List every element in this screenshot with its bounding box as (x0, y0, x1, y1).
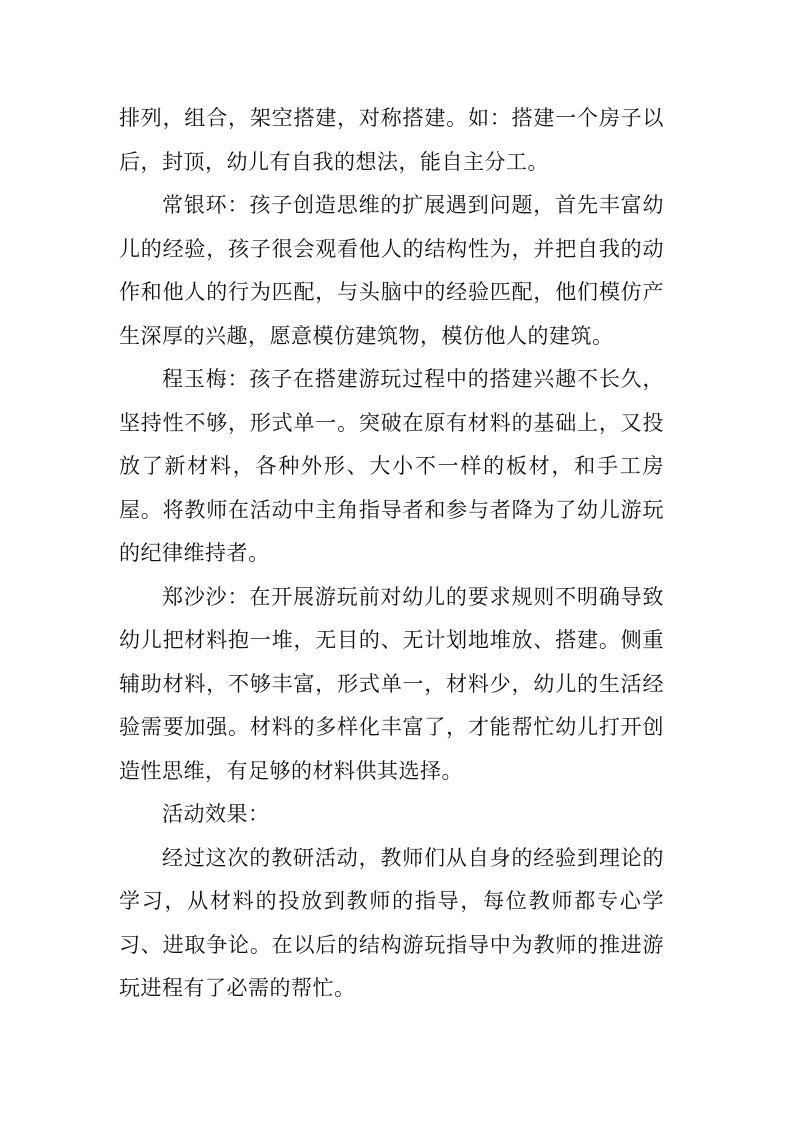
paragraph-activity-effect: 经过这次的教研活动，教师们从自身的经验到理论的学习，从材料的投放到教师的指导，每位教师都专心学习、进取争论。在以后的结构游玩指导中为教师的推进游玩进程有了必需的帮忙。 (119, 845, 664, 1000)
document-body (119, 97, 664, 1011)
paragraph-zheng-shasha: 郑沙沙：在开展游玩前对幼儿的要求规则不明确导致幼儿把材料抱一堆，无目的、无计划地堆放、搭建。侧重辅助材料，不够丰富，形式单一，材料少，幼儿的生活经验需要加强。材料的多样化丰富了，才能帮忙幼儿打开创造性思维，有足够的材料供其选择。 (119, 584, 664, 783)
section-heading-activity-effect: 活动效果： (162, 802, 270, 826)
paragraph-continuation: 排列，组合，架空搭建，对称搭建。如：搭建一个房子以后，封顶，幼儿有自我的想法，能自主分工。 (119, 106, 664, 174)
paragraph-chang-yinhuan: 常银环：孩子创造思维的扩展遇到问题，首先丰富幼儿的经验，孩子很会观看他人的结构性为，并把自我的动作和他人的行为匹配，与头脑中的经验匹配，他们模仿产生深厚的兴趣，愿意模仿建筑物，模仿他人的建筑。 (119, 193, 664, 348)
paragraph-cheng-yumei: 程玉梅：孩子在搭建游玩过程中的搭建兴趣不长久，坚持性不够，形式单一。突破在原有材料的基础上，又投放了新材料，各种外形、大小不一样的板材，和手工房屋。将教师在活动中主角指导者和参与者降为了幼儿游玩的纪律维持者。 (119, 367, 664, 565)
